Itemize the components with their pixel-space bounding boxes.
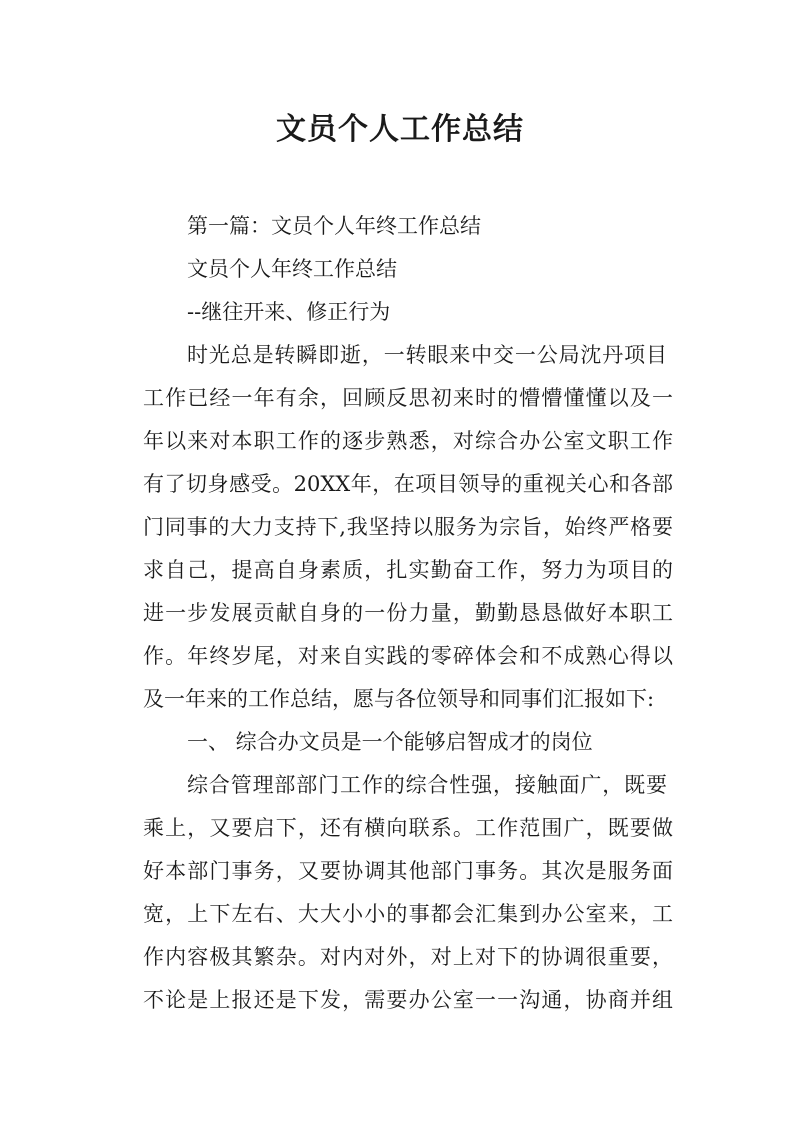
paragraph-line: 不论是上报还是下发，需要办公室一一沟通，协商并组 <box>143 988 673 1012</box>
document-title: 文员个人工作总结 <box>276 112 524 147</box>
paragraph-line: 及一年来的工作总结，愿与各位领导和同事们汇报如下: <box>143 687 655 711</box>
paragraph-line: 宽，上下左右、大大小小的事都会汇集到办公室来，工 <box>143 902 673 926</box>
paragraph-line: 有了切身感受。20XX年，在项目领导的重视关心和各部 <box>143 472 673 496</box>
summary-subtitle: --继往开来、修正行为 <box>187 300 391 324</box>
paragraph-line: 门同事的大力支持下,我坚持以服务为宗旨，始终严格要 <box>143 515 673 539</box>
paragraph-line: 求自己，提高自身素质，扎实勤奋工作，努力为项目的 <box>143 558 673 582</box>
numbered-heading: 一、 综合办文员是一个能够启智成才的岗位 <box>187 730 593 754</box>
paragraph-line: 作。年终岁尾，对来自实践的零碎体会和不成熟心得以 <box>143 644 673 668</box>
paragraph-line: 年以来对本职工作的逐步熟悉，对综合办公室文职工作 <box>143 429 673 453</box>
paragraph-line: 乘上，又要启下，还有横向联系。工作范围广，既要做 <box>143 816 673 840</box>
summary-title: 文员个人年终工作总结 <box>187 257 397 281</box>
paragraph-line: 工作已经一年有余，回顾反思初来时的懵懵懂懂以及一 <box>143 386 673 410</box>
paragraph-line: 综合管理部部门工作的综合性强，接触面广，既要 <box>187 773 667 797</box>
paragraph-line: 好本部门事务，又要协调其他部门事务。其次是服务面 <box>143 859 673 883</box>
paragraph-line: 作内容极其繁杂。对内对外，对上对下的协调很重要， <box>143 945 673 969</box>
section-heading: 第一篇：文员个人年终工作总结 <box>187 214 481 238</box>
paragraph-line: 进一步发展贡献自身的一份力量，勤勤恳恳做好本职工 <box>143 601 673 625</box>
paragraph-line: 时光总是转瞬即逝，一转眼来中交一公局沈丹项目 <box>187 343 667 367</box>
